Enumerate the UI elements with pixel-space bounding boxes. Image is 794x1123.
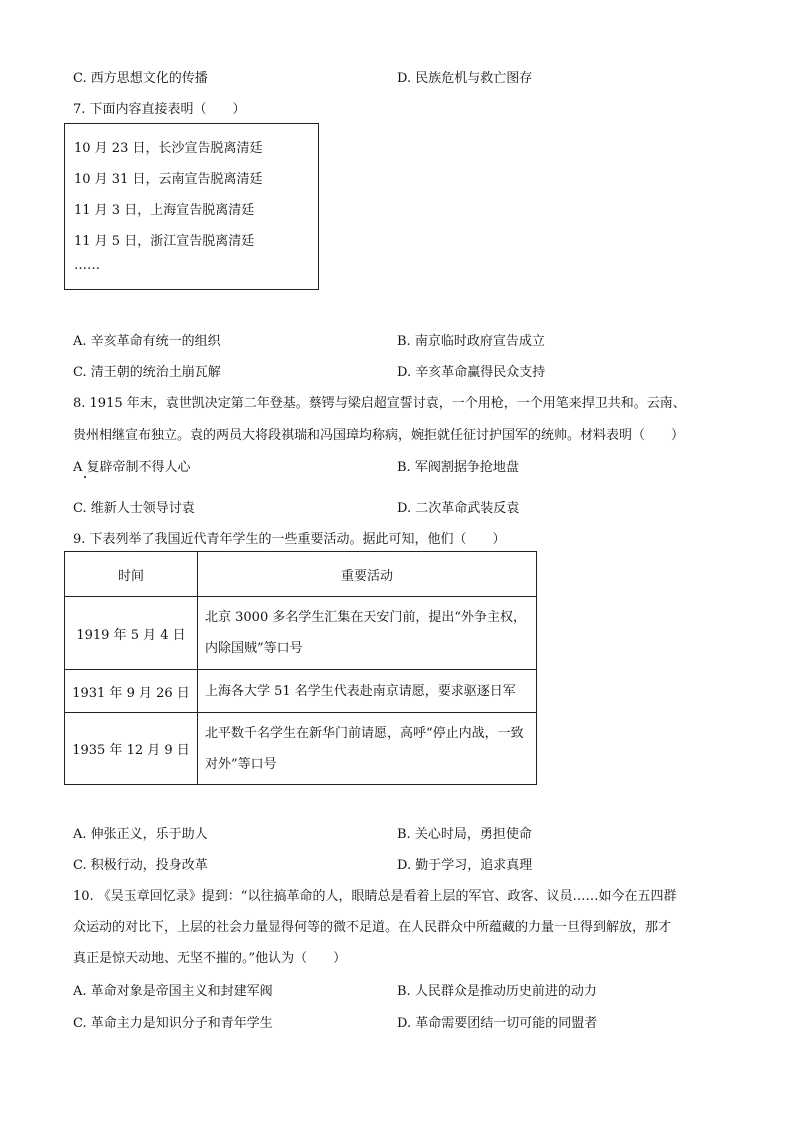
q8-option-b: B. 军阀割据争抢地盘 xyxy=(397,460,519,475)
q7-stem: 7. 下面内容直接表明（ ） xyxy=(73,102,246,117)
table-header-row xyxy=(65,552,537,597)
q9-stem: 9. 下表列举了我国近代青年学生的一些重要活动。据此可知，他们（ ） xyxy=(73,532,506,547)
table-cell-date: 1931 年 9 月 26 日 xyxy=(65,670,198,713)
q7-box-line: 11 月 5 日，浙江宣告脱离清廷 xyxy=(74,234,255,249)
q8-stem-line1: 8. 1915 年末，袁世凯决定第二年登基。蔡锷与梁启超宣誓讨袁，一个用枪，一个用笔来捍卫共和。云南、 xyxy=(73,396,686,411)
table-row xyxy=(65,597,537,670)
table-header-date: 时间 xyxy=(65,552,198,597)
q8-option-d: D. 二次革命武装反袁 xyxy=(397,501,520,516)
table-row xyxy=(65,713,537,785)
table-cell-date: 1935 年 12 月 9 日 xyxy=(65,713,198,785)
q7-option-a: A. 辛亥革命有统一的组织 xyxy=(73,334,221,349)
q7-box-line: …… xyxy=(74,258,100,273)
q8-stem-line2: 贵州相继宣布独立。袁的两员大将段祺瑞和冯国璋均称病，婉拒就任征讨护国军的统帅。材料表明（ ） xyxy=(73,428,685,443)
q9-option-c: C. 积极行动，投身改革 xyxy=(73,858,208,873)
q8-option-c: C. 维新人士领导讨袁 xyxy=(73,501,195,516)
table-header-activity: 重要活动 xyxy=(198,552,537,597)
q10-option-a: A. 革命对象是帝国主义和封建军阀 xyxy=(73,984,273,999)
q10-stem-line1: 10. 《吴玉章回忆录》提到：“以往搞革命的人，眼睛总是看着上层的军官、政客、议员……如今在五四群 xyxy=(73,889,677,904)
table-row xyxy=(65,670,537,713)
q9-activities-table xyxy=(64,551,537,785)
table-cell-activity: 上海各大学 51 名学生代表赴南京请愿，要求驱逐日军 xyxy=(198,670,537,713)
stray-dot-mark xyxy=(84,476,86,478)
q6-option-c: C. 西方思想文化的传播 xyxy=(73,71,208,86)
q7-box-line: 11 月 3 日，上海宣告脱离清廷 xyxy=(74,203,255,218)
q7-option-c: C. 清王朝的统治土崩瓦解 xyxy=(73,365,221,380)
q10-option-b: B. 人民群众是推动历史前进的动力 xyxy=(397,984,597,999)
q9-option-b: B. 关心时局，勇担使命 xyxy=(397,827,532,842)
q10-option-d: D. 革命需要团结一切可能的同盟者 xyxy=(397,1016,598,1031)
q7-box-line: 10 月 31 日，云南宣告脱离清廷 xyxy=(74,172,263,187)
q7-material-box xyxy=(64,123,319,290)
q10-option-c: C. 革命主力是知识分子和青年学生 xyxy=(73,1016,273,1031)
q9-option-d: D. 勤于学习，追求真理 xyxy=(397,858,533,873)
table-cell-activity: 北平数千名学生在新华门前请愿，高呼“停止内战，一致对外”等口号 xyxy=(198,713,537,785)
q10-stem-line2: 众运动的对比下，上层的社会力量显得何等的微不足道。在人民群众中所蕴藏的力量一旦得到解放，那才 xyxy=(73,920,672,935)
q10-stem-line3: 真正是惊天动地、无坚不摧的。”他认为（ ） xyxy=(73,951,347,966)
q8-option-a: A 复辟帝制不得人心 xyxy=(73,460,191,475)
q7-option-b: B. 南京临时政府宣告成立 xyxy=(397,334,545,349)
q7-option-d: D. 辛亥革命赢得民众支持 xyxy=(397,365,546,380)
q7-box-line: 10 月 23 日，长沙宣告脱离清廷 xyxy=(74,141,263,156)
table-cell-date: 1919 年 5 月 4 日 xyxy=(65,597,198,670)
q6-option-d: D. 民族危机与救亡图存 xyxy=(397,71,533,86)
q9-option-a: A. 伸张正义，乐于助人 xyxy=(73,827,208,842)
table-cell-activity: 北京 3000 多名学生汇集在天安门前，提出“外争主权，内除国贼”等口号 xyxy=(198,597,537,670)
